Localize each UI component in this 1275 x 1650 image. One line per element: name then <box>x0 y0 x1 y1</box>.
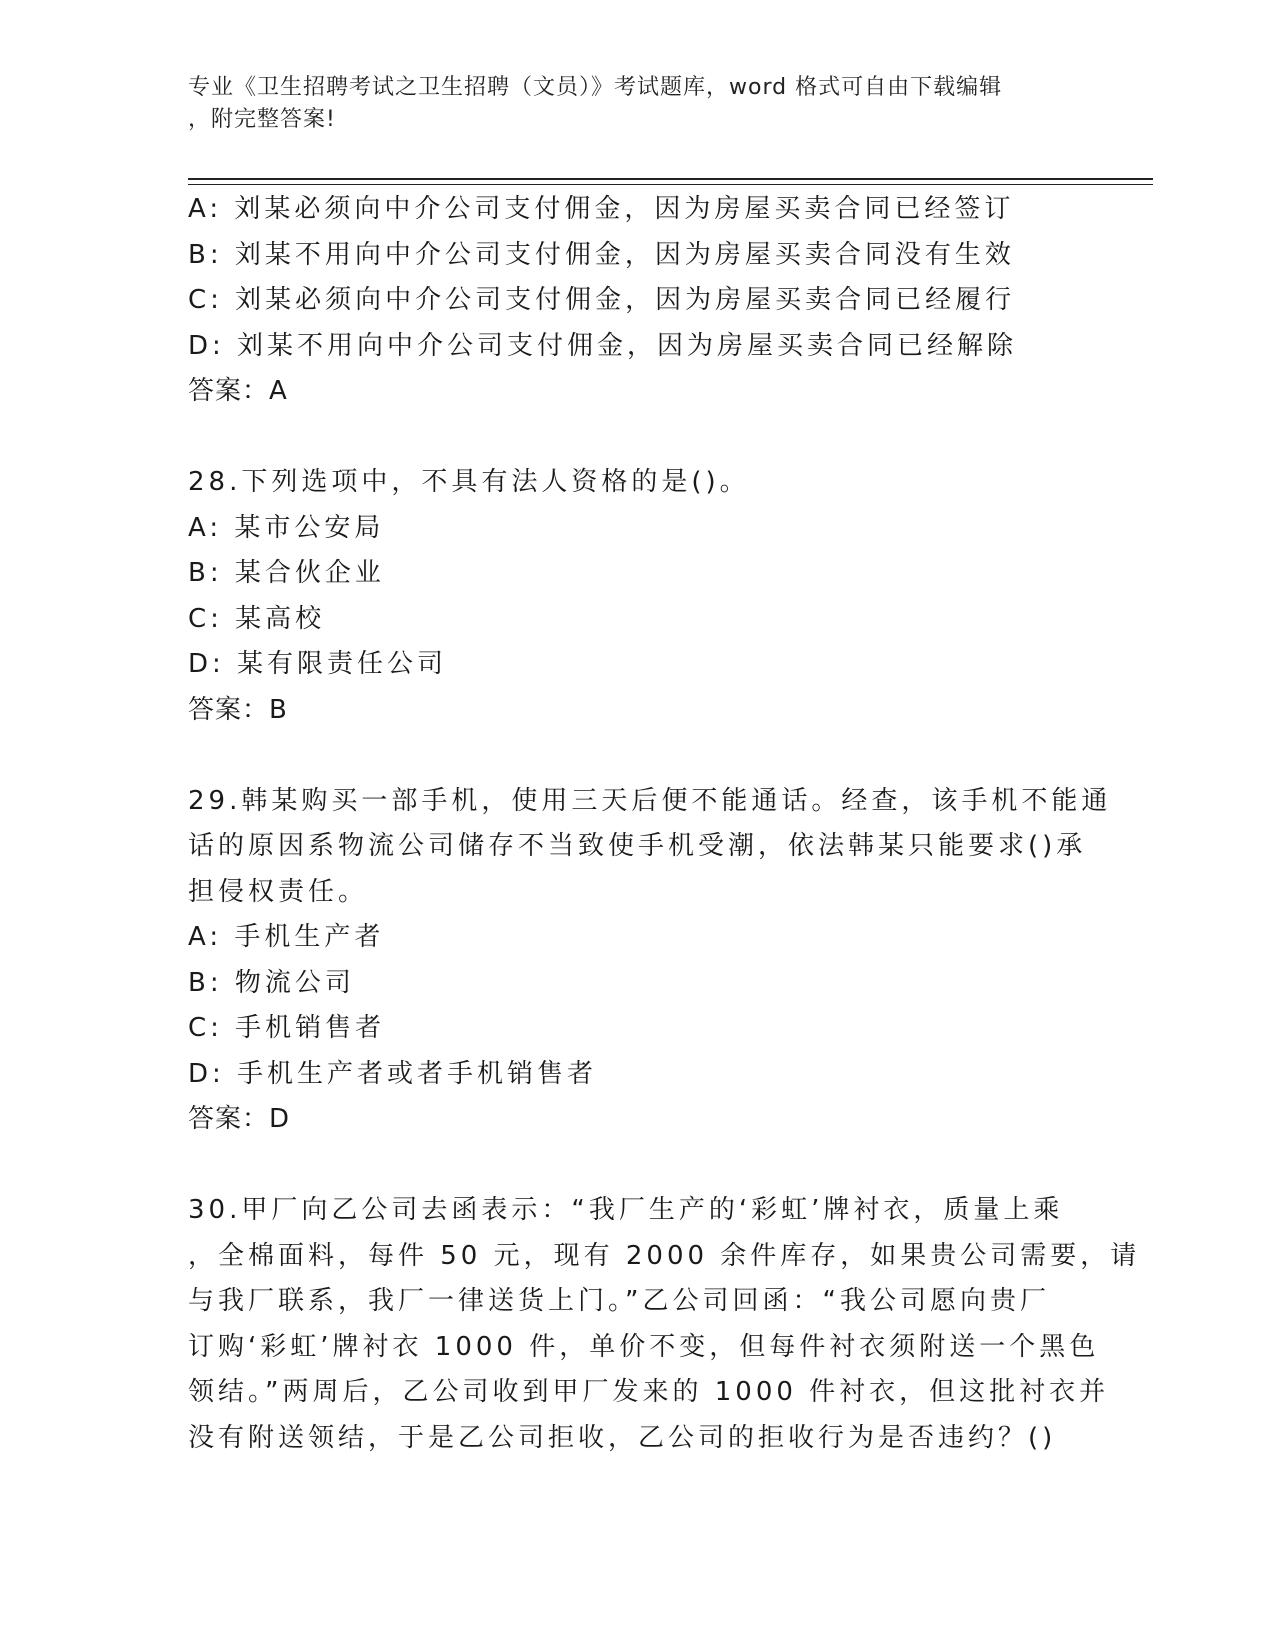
option-d: D: 某有限责任公司 <box>188 649 448 679</box>
question-29 <box>188 779 1112 1143</box>
option-b: B: 物流公司 <box>188 967 355 998</box>
document-content <box>188 187 1141 1461</box>
option-b: B: 刘某不用向中介公司支付佣金，因为房屋买卖合同没有生效 <box>188 239 1015 270</box>
question-28 <box>188 460 1068 733</box>
option-a: A: 刘某必须向中介公司支付佣金，因为房屋买卖合同已经签订 <box>188 194 1015 224</box>
option-d: D: 刘某不用向中介公司支付佣金，因为房屋买卖合同已经解除 <box>188 330 1018 361</box>
question-text-line-3: 担侵权责任。 <box>188 876 369 907</box>
question-text-line-1: 29.韩某购买一部手机，使用三天后便不能通话。经查，该手机不能通 <box>188 785 1112 816</box>
question-text-line-2: ，全棉面料，每件 50 元，现有 2000 余件库存，如果贵公司需要，请 <box>188 1240 1141 1271</box>
spacer <box>188 1143 1068 1189</box>
question-text: 28.下列选项中，不具有法人资格的是()。 <box>188 467 750 497</box>
option-c: C: 某高校 <box>188 603 326 634</box>
question-text-line-2: 话的原因系物流公司储存不当致使手机受潮，依法韩某只能要求()承 <box>188 831 1087 861</box>
question-text-line-5: 领结。”两周后，乙公司收到甲厂发来的 1000 件衬衣，但这批衬衣并 <box>188 1377 1110 1407</box>
question-text-line-4: 订购‘彩虹’牌衬衣 1000 件，单价不变，但每件衬衣须附送一个黑色 <box>188 1331 1100 1362</box>
answer: 答案：B <box>188 694 288 725</box>
answer: 答案：A <box>188 376 288 406</box>
spacer <box>188 733 1068 779</box>
question-27 <box>188 187 1068 415</box>
header-rule-thick <box>188 178 1153 180</box>
option-a: A: 某市公安局 <box>188 512 385 543</box>
header-rule-thin <box>188 184 1153 185</box>
option-c: C: 手机销售者 <box>188 1013 386 1043</box>
answer: 答案：D <box>188 1104 291 1134</box>
option-b: B: 某合伙企业 <box>188 558 385 588</box>
option-d: D: 手机生产者或者手机销售者 <box>188 1058 598 1089</box>
question-30 <box>188 1188 1141 1461</box>
header-line-2: ，附完整答案! <box>188 107 336 132</box>
document-header <box>188 72 1068 136</box>
option-a: A: 手机生产者 <box>188 922 385 952</box>
spacer <box>188 415 1068 461</box>
option-c: C: 刘某必须向中介公司支付佣金，因为房屋买卖合同已经履行 <box>188 285 1016 315</box>
question-text-line-3: 与我厂联系，我厂一律送货上门。”乙公司回函：“我公司愿向贵厂 <box>188 1286 1050 1316</box>
header-line-1: 专业《卫生招聘考试之卫生招聘（文员）》考试题库，word 格式可自由下载编辑 <box>188 75 1003 100</box>
question-text-line-1: 30.甲厂向乙公司去函表示：“我厂生产的‘彩虹’牌衬衣，质量上乘 <box>188 1195 1064 1225</box>
question-text-line-6: 没有附送领结，于是乙公司拒收，乙公司的拒收行为是否违约？() <box>188 1422 1057 1453</box>
